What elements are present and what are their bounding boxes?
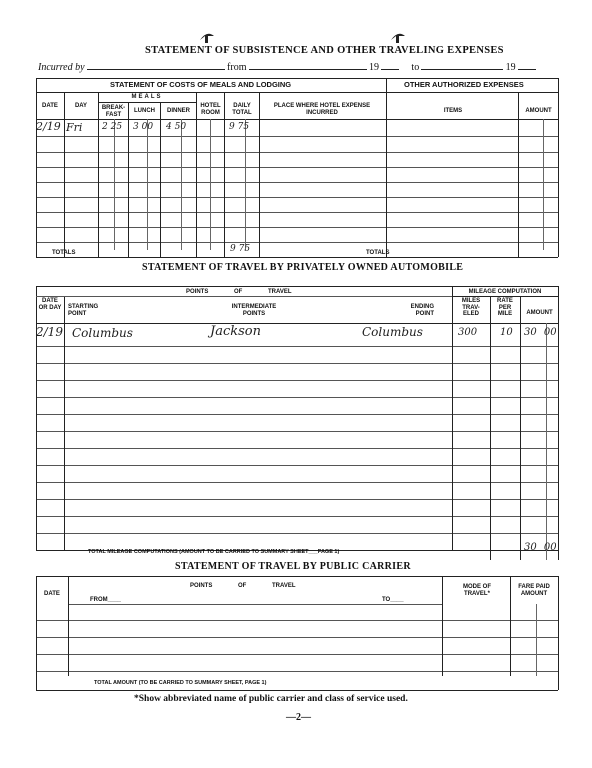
carrier-col-date: DATE [44,591,60,597]
auto-entry-starting[interactable]: Columbus [72,326,133,340]
col-day: DAY [74,103,88,109]
auto-total-label: TOTAL MILEAGE COMPUTATIONS (AMOUNT TO BE CARRIED TO SUMMARY SHEET___PAGE 1) [88,549,340,555]
carrier-from-text: FROM [90,597,108,603]
form-title: STATEMENT OF SUBSISTENCE AND OTHER TRAVELING EXPENSES [145,45,504,56]
carrier-col-mode: MODE OF TRAVEL* [463,584,491,597]
year-label-2: 19 [505,62,516,73]
auto-entry-ending[interactable]: Columbus [362,325,423,339]
col-amount: AMOUNT [525,108,552,114]
meals-group-label: MEALS [131,94,163,100]
col-date: DATE [42,103,58,109]
col-items: ITEMS [443,108,463,114]
col-breakfast: BREAK-FAST [101,105,126,118]
from-field[interactable] [249,69,367,70]
auto-total[interactable]: 30 00 [524,542,557,553]
carrier-total-label: TOTAL AMOUNT (TO BE CARRIED TO SUMMARY SHEET, PAGE 1) [94,680,267,686]
auto-entry-miles[interactable]: 300 [458,327,478,338]
col-place: PLACE WHERE HOTEL EXPENSE INCURRED [273,103,371,116]
col-lunch: LUNCH [134,108,155,114]
other-expenses-title: OTHER AUTHORIZED EXPENSES [404,80,524,89]
entry-dinner[interactable]: 4 50 [166,122,187,132]
auto-entry-rate[interactable]: 10 [500,327,513,338]
meals-section-title: STATEMENT OF COSTS OF MEALS AND LODGING [110,80,292,89]
auto-col-date: DATE OR DAY [38,298,62,311]
year-label-1: 19 [368,62,379,73]
footnote: *Show abbreviated name of public carrier and class of service used. [134,694,408,704]
carrier-from-label: FROM____ [90,597,122,603]
from-label: from [227,62,247,73]
auto-col-miles: MILES TRAV-ELED [461,298,481,317]
carrier-to-label: TO____ [382,597,404,603]
incurred-by-line [38,62,536,73]
carrier-section-title: STATEMENT OF TRAVEL BY PUBLIC CARRIER [175,561,411,572]
col-daily-total: DAILY TOTAL [232,103,252,116]
auto-section-title: STATEMENT OF TRAVEL BY PRIVATELY OWNED AUTOMOBILE [142,262,464,273]
col-dinner: DINNER [166,108,190,114]
auto-entry-intermediate[interactable]: Jackson [210,324,261,339]
auto-col-amount: AMOUNT [526,310,553,316]
entry-lunch[interactable]: 3 00 [133,122,154,132]
totals-left-label: TOTALS [52,250,76,256]
auto-entry-amount[interactable]: 30 00 [524,327,557,338]
entry-daily-total[interactable]: 9 75 [229,122,250,132]
to-field[interactable] [421,69,503,70]
auto-col-intermediate: INTERMEDIATE POINTS [231,304,277,317]
carrier-col-fare: FARE PAID AMOUNT [518,584,550,597]
entry-day[interactable]: Fri [66,121,83,134]
totals-right-label: TOTALS [366,250,390,256]
incurred-by-field[interactable] [87,69,225,70]
mileage-computation-label: MILEAGE COMPUTATION [468,289,542,295]
auto-entry-date[interactable]: 2/19 [36,325,63,339]
page-number: —2— [286,712,311,723]
entry-date[interactable]: 2/19 [36,120,61,133]
carrier-points-of-travel: POINTS OF TRAVEL [190,583,296,589]
col-hotel-room: HOTEL ROOM [200,103,221,116]
to-year-field[interactable] [518,69,536,70]
auto-col-starting: STARTING POINT [68,304,99,317]
entry-breakfast[interactable]: 2 25 [102,122,123,132]
from-year-field[interactable] [381,69,399,70]
seal-mark-left [199,30,215,44]
auto-points-of-travel: POINTS OF TRAVEL [186,289,292,295]
auto-col-ending: ENDING POINT [410,304,434,317]
carrier-to-text: TO [382,597,391,603]
auto-col-rate: RATE PER MILE [497,298,513,317]
to-label: to [411,62,420,73]
incurred-by-label: Incurred by [38,62,85,73]
meals-total[interactable]: 9 75 [230,244,251,254]
seal-mark-right [390,30,406,44]
